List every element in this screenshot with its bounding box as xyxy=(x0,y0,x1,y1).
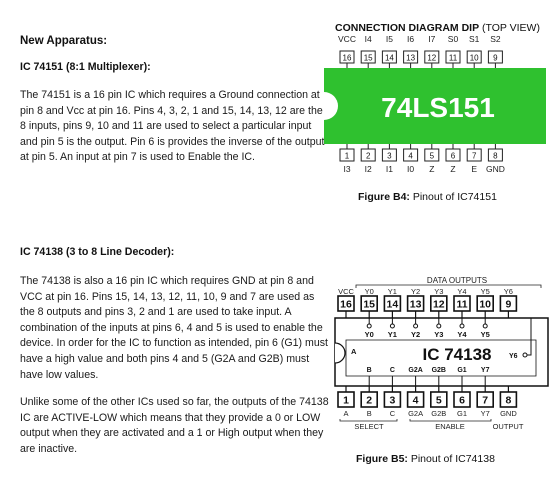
ic74151-bottom-label: E xyxy=(471,164,478,174)
ic74151-bottom-label: I0 xyxy=(407,164,415,174)
ic74138-bottom-pin-number: 1 xyxy=(343,394,349,407)
ic74138-bottom-label: GND xyxy=(500,409,517,418)
ic74151-top-label: S1 xyxy=(468,34,480,44)
ic74138-bottom-pin-number: 2 xyxy=(366,394,373,407)
figure-b4-number: Figure B4: xyxy=(358,191,410,203)
ic74138-top-label: Y5 xyxy=(480,287,490,296)
ic74138-top-label: Y2 xyxy=(411,287,421,296)
ic74151-bottom-pin-number: 6 xyxy=(450,151,456,161)
ic74138-top-pin-number: 15 xyxy=(363,298,376,311)
ic74138-chip-label: IC 74138 xyxy=(422,345,492,364)
ic74151-top-pin-number: 10 xyxy=(469,53,479,63)
ic74138-bottom-label: C xyxy=(389,409,396,418)
ic74138-top-pin-number: 10 xyxy=(479,298,492,311)
figure-b5-number: Figure B5: xyxy=(356,453,408,465)
figure-b4-text: Pinout of IC74151 xyxy=(412,191,497,203)
select-label: SELECT xyxy=(354,422,384,431)
ic74138-top-label: Y4 xyxy=(457,287,467,296)
ic74138-bottom-pin-number: 5 xyxy=(435,394,442,407)
ic74138-inner-top-label: Y0 xyxy=(364,330,374,339)
ic74151-top-label: S0 xyxy=(447,34,459,44)
ic74138-active-low-bubble xyxy=(483,324,487,328)
ic74151-bottom-label: GND xyxy=(485,164,505,174)
ic74138-inner-top-label: Y4 xyxy=(457,330,467,339)
ic74151-top-label: I7 xyxy=(428,34,436,44)
ic74138-inner-top-label: Y2 xyxy=(411,330,421,339)
ic74151-bottom-pin-number: 3 xyxy=(387,151,392,161)
ic74151-top-pin-number: 12 xyxy=(427,53,437,63)
ic74138-top-pin-number: 12 xyxy=(432,298,445,311)
ic74138-title: IC 74138 (3 to 8 Line Decoder): xyxy=(20,246,175,258)
ic74151-bottom-pin-number: 8 xyxy=(493,151,498,161)
ic74138-active-low-bubble xyxy=(414,324,418,328)
ic74138-top-pin-number: 14 xyxy=(386,298,399,311)
ic74138-top-label: Y0 xyxy=(364,287,374,296)
ic74138-active-low-bubble xyxy=(390,324,394,328)
ic74151-title: IC 74151 (8:1 Multiplexer): xyxy=(20,61,151,73)
ic74138-inner-bottom-label: C xyxy=(389,367,395,374)
ic74151-top-label: S2 xyxy=(490,34,501,44)
data-outputs-label: DATA OUTPUTS xyxy=(426,276,488,285)
ic74151-top-label: I4 xyxy=(364,34,372,44)
ic74151-top-pin-number: 15 xyxy=(363,53,373,63)
ic74138-inner-bottom-label: G2B xyxy=(431,367,447,374)
ic74138-top-label: Y6 xyxy=(503,287,513,296)
page-heading: New Apparatus: xyxy=(20,35,108,47)
ic74151-bottom-pin-number: 2 xyxy=(365,151,371,161)
ic74138-inner-y6: Y6 xyxy=(509,353,518,360)
ic74138-top-pin-number: 16 xyxy=(340,298,352,311)
ic74138-inner-a: A xyxy=(351,347,357,356)
ic74138-inner-top-label: Y3 xyxy=(434,330,444,339)
ic74138-inner-top-label: Y1 xyxy=(387,330,397,339)
ic74138-top-pin-number: 11 xyxy=(456,298,468,311)
ic74138-y6-bubble xyxy=(523,353,527,357)
ic74138-bottom-pin-number: 7 xyxy=(482,394,489,407)
data-outputs-bracket xyxy=(356,285,541,288)
ic74151-top-label: I6 xyxy=(407,34,415,44)
ic74138-inner-bottom-label: G2A xyxy=(408,367,423,374)
ic74151-bottom-label: I2 xyxy=(364,164,372,174)
ic74138-description: The 74138 is also a 16 pin IC which requires GND at pin 8 and VCC at pin 16. Pins 15, 14, 13, 12, 11, 10, 9 and 7 are used as the 8 outputs and pins 3, 2 and 1 are used to take input. A combination of the inputs at pins 6, 4 and 5 is used to enable the device. In order for the IC to function as intended, pin 6 (G1) must have a high value and both pins 4 and 5 (G2A and G2B) must have low values. xyxy=(20,275,328,381)
ic74138-inner-bottom-label: B xyxy=(366,367,372,374)
ic74151-top-label: I5 xyxy=(385,34,393,44)
ic74138-bottom-pin-number: 8 xyxy=(505,394,512,407)
ic74151-bottom-label: I1 xyxy=(385,164,393,174)
ic74151-top-pin-number: 13 xyxy=(406,53,416,63)
ic74151-top-pin-number: 9 xyxy=(493,53,498,63)
enable-label: ENABLE xyxy=(435,422,465,431)
ic74151-chip-label: 74LS151 xyxy=(381,92,495,123)
ic74151-bottom-pin-number: 5 xyxy=(429,151,435,161)
ic74151-top-label: VCC xyxy=(338,34,356,44)
select-bracket xyxy=(340,419,397,421)
ic74138-bottom-pin-number: 3 xyxy=(389,394,396,407)
ic74138-active-low-bubble xyxy=(437,324,441,328)
ic74138-active-low-bubble xyxy=(460,324,464,328)
ic74138-bottom-label: A xyxy=(343,409,349,418)
ic74151-description: The 74151 is a 16 pin IC which requires a Ground connection at pin 8 and Vcc at pin 16. Pins 4, 3, 2, 1 and 15, 14, 13, 12 are the 8 inputs, pins 9, 10 and 11 are used to select a particular input and pin 5 is the output. Pin 6 is provides the inverse of the output at pin 5. An input at pin 7 is used to Enable the IC. xyxy=(20,89,325,164)
figure-b5-caption xyxy=(356,453,495,465)
ic74151-bottom-label: Z xyxy=(450,164,456,174)
ic74138-inner-top-label: Y5 xyxy=(480,330,490,339)
ic74151-bottom-pin-number: 1 xyxy=(344,151,350,161)
ic74138-bottom-pin-number: 4 xyxy=(412,394,419,407)
ic74138-active-low-bubble xyxy=(367,324,371,328)
ic74151-bottom-pin-number: 4 xyxy=(408,151,413,161)
ic74138-top-label: Y3 xyxy=(434,287,444,296)
ic74138-top-label: VCC xyxy=(338,287,354,296)
output-label: OUTPUT xyxy=(492,422,524,431)
ic74138-top-pin-number: 13 xyxy=(409,298,422,311)
ic74138-bottom-label: B xyxy=(366,409,372,418)
figure-b4-caption xyxy=(358,191,497,203)
ic74138-bottom-label: G2B xyxy=(431,409,447,418)
ic74138-bottom-pin-number: 6 xyxy=(459,394,465,407)
enable-bracket xyxy=(410,419,491,421)
ic74138-bottom-label: G2A xyxy=(408,409,424,418)
connection-diagram-view: (TOP VIEW) xyxy=(482,22,540,34)
ic74138-inner-bottom-label: Y7 xyxy=(480,367,490,374)
ic74151-top-pin-number: 11 xyxy=(448,53,458,63)
ic74151-bottom-label: I3 xyxy=(343,164,351,174)
ic74151-bottom-label: Z xyxy=(429,164,435,174)
ic74138-top-pin-number: 9 xyxy=(505,298,512,311)
figure-b5-text: Pinout of IC74138 xyxy=(410,453,495,465)
ic74151-bottom-pin-number: 7 xyxy=(471,151,477,161)
ic74138-top-label: Y1 xyxy=(387,287,397,296)
ic74138-bottom-label: Y7 xyxy=(480,409,490,418)
ic74138-inner-bottom-label: G1 xyxy=(457,367,467,374)
ic74151-top-pin-number: 16 xyxy=(342,53,352,63)
ic74138-active-low-note: Unlike some of the other ICs used so far, the outputs of the 74138 IC are ACTIVE-LOW which means that they provide a 0 or LOW output when they are activated and a 1 or High output when they are inactive. xyxy=(20,396,329,455)
ic74138-bottom-label: G1 xyxy=(456,409,468,418)
ic74151-top-pin-number: 14 xyxy=(384,53,394,63)
connection-diagram-title: CONNECTION DIAGRAM DIP xyxy=(335,22,480,34)
